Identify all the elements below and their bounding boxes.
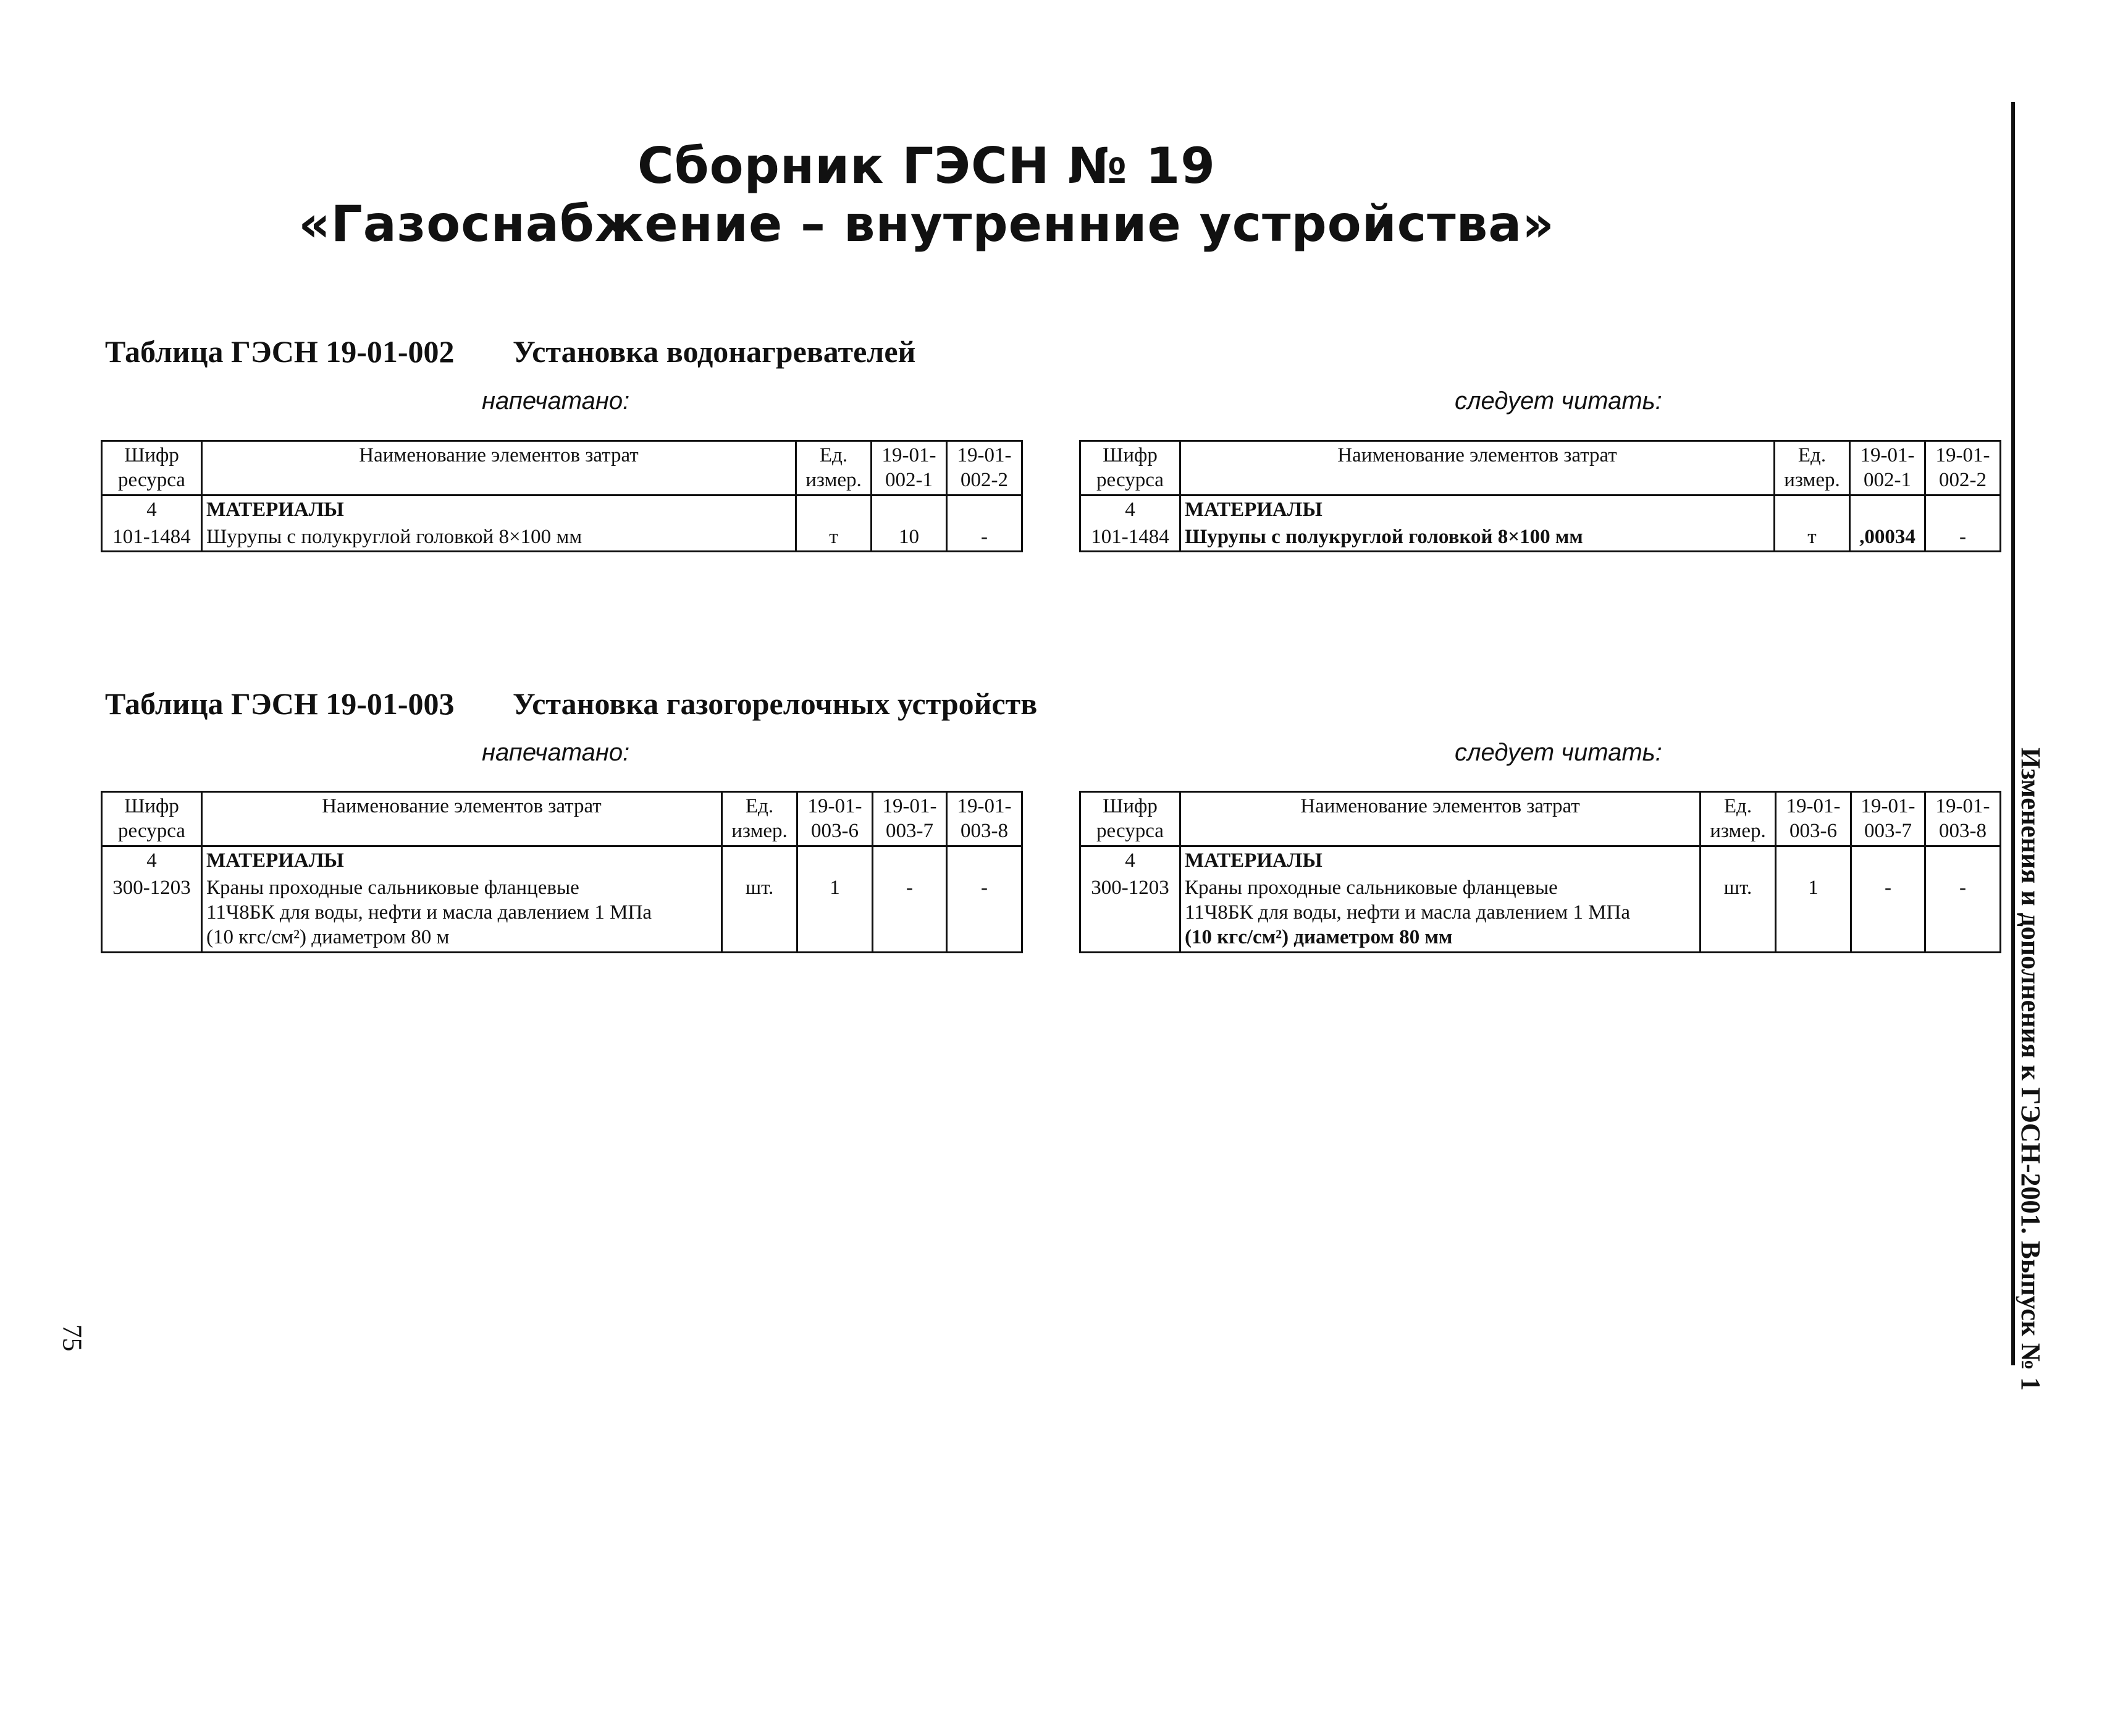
resource-name-line: Краны проходные сальниковые фланцевые xyxy=(206,876,579,899)
table1-printed xyxy=(101,440,1023,552)
section-name: МАТЕРИАЛЫ xyxy=(202,846,722,874)
table-row xyxy=(1080,874,2001,952)
table2-code: Таблица ГЭСН 19-01-003 xyxy=(105,686,455,721)
resource-value: 1 xyxy=(797,874,873,952)
page-number: 75 xyxy=(57,1324,88,1352)
resource-value: - xyxy=(947,523,1022,552)
table2-printed-caption: напечатано: xyxy=(482,739,630,766)
section-code: 4 xyxy=(102,495,202,523)
table2-should-read-caption: следует читать: xyxy=(1455,739,1662,766)
resource-name xyxy=(1180,874,1701,952)
col-name-header: Наименование элементов затрат xyxy=(1180,441,1775,495)
col-code-header: Шифр ресурса xyxy=(1080,441,1180,495)
resource-code: 300-1203 xyxy=(1080,874,1180,952)
resource-code: 101-1484 xyxy=(102,523,202,552)
resource-unit: шт. xyxy=(1701,874,1776,952)
resource-name: Шурупы с полукруглой головкой 8×100 мм xyxy=(1180,523,1775,552)
section-name: МАТЕРИАЛЫ xyxy=(1180,495,1775,523)
resource-name-line: 11Ч8БК для воды, нефти и масла давлением 1 МПа xyxy=(206,901,652,924)
col-norm-header: 19-01-003-6 xyxy=(797,792,873,846)
col-name-header: Наименование элементов затрат xyxy=(202,441,796,495)
table-header-row xyxy=(102,792,1022,846)
table-section-row xyxy=(1080,846,2001,874)
table-section-row xyxy=(102,495,1022,523)
resource-value: - xyxy=(1925,874,2001,952)
table2-printed xyxy=(101,791,1023,953)
table-header-row xyxy=(1080,441,2001,495)
resource-code: 300-1203 xyxy=(102,874,202,952)
table1-name: Установка водонагревателей xyxy=(513,334,916,369)
resource-name-line: (10 кгс/см²) диаметром 80 м xyxy=(206,926,450,949)
resource-name: Шурупы с полукруглой головкой 8×100 мм xyxy=(202,523,796,552)
resource-value: - xyxy=(1851,874,1925,952)
col-code-header: Шифр ресурса xyxy=(102,792,202,846)
col-norm-header: 19-01-002-1 xyxy=(872,441,947,495)
table1-code: Таблица ГЭСН 19-01-002 xyxy=(105,334,455,369)
resource-name-line: 11Ч8БК для воды, нефти и масла давлением 1 МПа xyxy=(1185,901,1631,924)
table1-printed-caption: напечатано: xyxy=(482,387,630,415)
resource-value: - xyxy=(947,874,1022,952)
col-name-header: Наименование элементов затрат xyxy=(1180,792,1701,846)
resource-value: - xyxy=(873,874,947,952)
table1-corrected xyxy=(1079,440,2001,552)
resource-name-line: (10 кгс/см²) диаметром 80 мм xyxy=(1185,926,1453,949)
col-norm-header: 19-01-002-2 xyxy=(947,441,1022,495)
col-norm-header: 19-01-003-8 xyxy=(947,792,1022,846)
resource-unit: шт. xyxy=(722,874,797,952)
document-title: Сборник ГЭСН № 19 xyxy=(637,137,1216,195)
section-name: МАТЕРИАЛЫ xyxy=(1180,846,1701,874)
resource-value: 10 xyxy=(872,523,947,552)
table-section-row xyxy=(102,846,1022,874)
col-unit-header: Ед. измер. xyxy=(796,441,872,495)
col-unit-header: Ед. измер. xyxy=(722,792,797,846)
resource-value: ,00034 xyxy=(1850,523,1925,552)
col-unit-header: Ед. измер. xyxy=(1701,792,1776,846)
section-name: МАТЕРИАЛЫ xyxy=(202,495,796,523)
resource-unit: т xyxy=(1775,523,1850,552)
resource-value: - xyxy=(1925,523,2001,552)
col-norm-header: 19-01-003-8 xyxy=(1925,792,2001,846)
resource-value: 1 xyxy=(1776,874,1851,952)
col-name-header: Наименование элементов затрат xyxy=(202,792,722,846)
resource-unit: т xyxy=(796,523,872,552)
table-header-row xyxy=(1080,792,2001,846)
col-norm-header: 19-01-002-2 xyxy=(1925,441,2001,495)
table-row xyxy=(102,874,1022,952)
section-code: 4 xyxy=(1080,495,1180,523)
table2-corrected xyxy=(1079,791,2001,953)
col-norm-header: 19-01-003-7 xyxy=(873,792,947,846)
col-norm-header: 19-01-003-6 xyxy=(1776,792,1851,846)
document-subtitle: «Газоснабжение – внутренние устройства» xyxy=(298,195,1555,253)
table2-heading xyxy=(105,686,1037,722)
table-header-row xyxy=(102,441,1022,495)
table2-name: Установка газогорелочных устройств xyxy=(513,686,1038,721)
col-code-header: Шифр ресурса xyxy=(1080,792,1180,846)
table-section-row xyxy=(1080,495,2001,523)
col-code-header: Шифр ресурса xyxy=(102,441,202,495)
col-norm-header: 19-01-003-7 xyxy=(1851,792,1925,846)
section-code: 4 xyxy=(102,846,202,874)
table1-should-read-caption: следует читать: xyxy=(1455,387,1662,415)
col-unit-header: Ед. измер. xyxy=(1775,441,1850,495)
table-row xyxy=(1080,523,2001,552)
resource-name xyxy=(202,874,722,952)
resource-name-line: Краны проходные сальниковые фланцевые xyxy=(1185,876,1558,899)
table1-heading xyxy=(105,334,915,369)
section-code: 4 xyxy=(1080,846,1180,874)
col-norm-header: 19-01-002-1 xyxy=(1850,441,1925,495)
table-row xyxy=(102,523,1022,552)
side-note: Изменения и дополнения к ГЭСН-2001. Выпуск № 1 xyxy=(2016,748,2046,1391)
resource-code: 101-1484 xyxy=(1080,523,1180,552)
